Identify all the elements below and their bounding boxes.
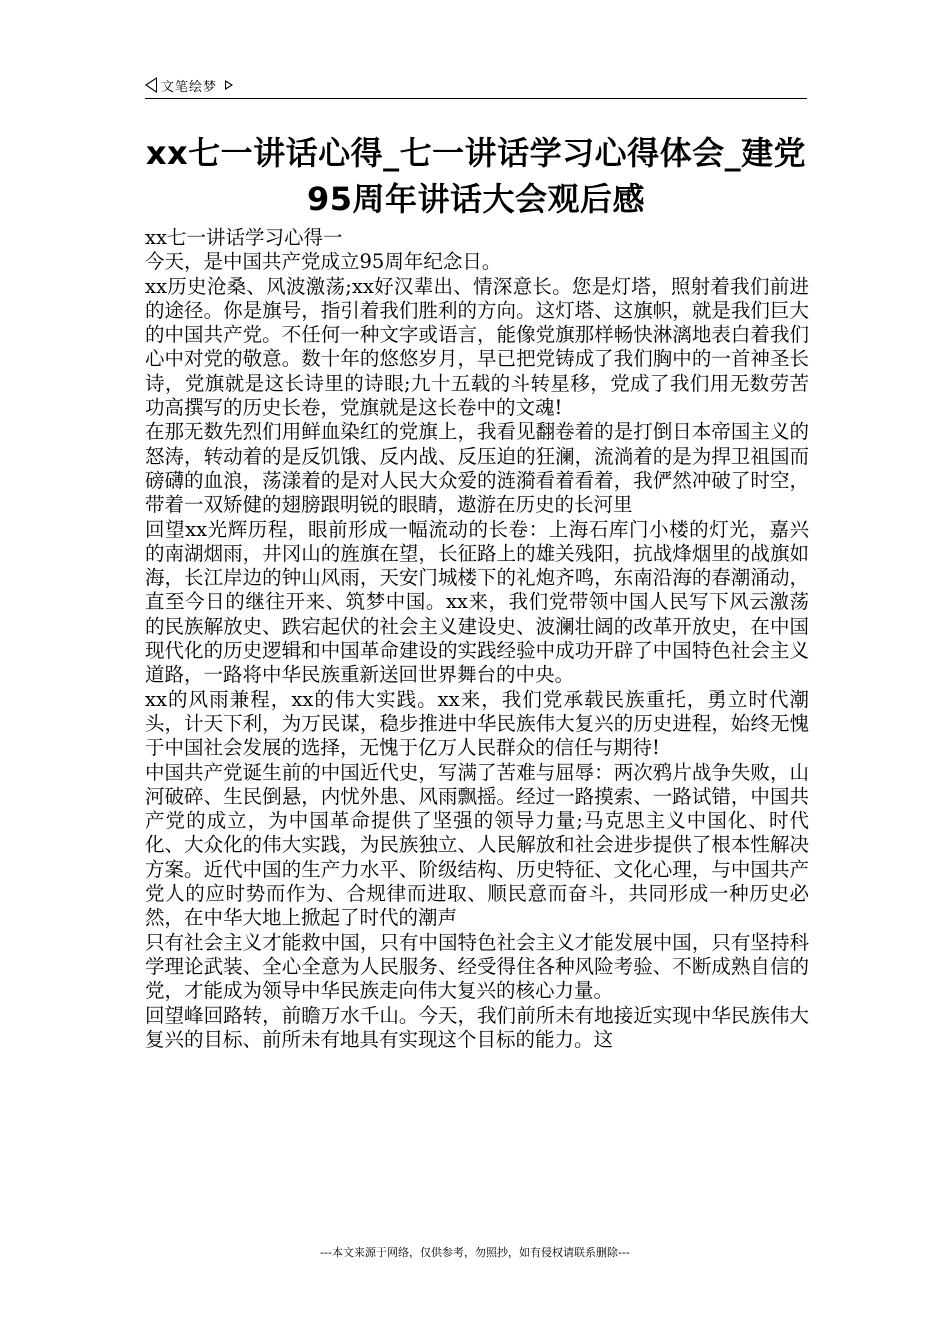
paragraph: 回望xx光辉历程，眼前形成一幅流动的长卷：上海石库门小楼的灯光，嘉兴的南湖烟雨，井冈山的旌旗在望，长征路上的雄关残阳，抗战烽烟里的战旗如海，长江岸边的钟山风雨，天安门城楼下的礼炮齐鸣，东南沿海的春潮涌动，直至今日的继往开来、筑梦中国。xx来，我们党带领中国人民写下风云激荡的民族解放史、跌宕起伏的社会主义建设史、波澜壮阔的改革开放史，在中国现代化的历史逻辑和中国革命建设的实践经验中成功开辟了中国特色社会主义道路，一路将中华民族重新送回世界舞台的中央。 — [145, 517, 809, 687]
page-header — [145, 72, 807, 98]
paragraph: 中国共产党诞生前的中国近代史，写满了苦难与屈辱：两次鸦片战争失败，山河破碎、生民倒悬，内忧外患、风雨飘摇。经过一路摸索、一路试错，中国共产党的成立，为中国革命提供了坚强的领导力量;马克思主义中国化、时代化、大众化的伟大实践，为民族独立、人民解放和社会进步提供了根本性解决方案。近代中国的生产力水平、阶级结构、历史特征、文化心理，与中国共产党人的应时势而作为、合规律而进取、顺民意而奋斗，共同形成一种历史必然，在中华大地上掀起了时代的潮声 — [145, 760, 809, 930]
paragraph: xx历史沧桑、风波激荡;xx好汉辈出、情深意长。您是灯塔，照射着我们前进的途径。你是旗号，指引着我们胜利的方向。这灯塔、这旗帜，就是我们巨大的中国共产党。不任何一种文字或语言，能像党旗那样畅快淋漓地表白着我们心中对党的敬意。数十年的悠悠岁月，早已把党铸成了我们胸中的一首神圣长诗，党旗就是这长诗里的诗眼;九十五载的斗转星移，党成了我们用无数劳苦功高撰写的历史长卷，党旗就是这长卷中的文魂! — [145, 274, 809, 420]
header-divider — [145, 98, 807, 99]
document-body — [145, 226, 809, 1052]
triangle-right-icon — [225, 80, 233, 90]
paragraph: xx的风雨兼程，xx的伟大实践。xx来，我们党承载民族重托，勇立时代潮头，计天下利，为万民谋，稳步推进中华民族伟大复兴的历史进程，始终无愧于中国社会发展的选择，无愧于亿万人民群众的信任与期待! — [145, 687, 809, 760]
paragraph: 回望峰回路转，前瞻万水千山。今天，我们前所未有地接近实现中华民族伟大复兴的目标、前所未有地具有实现这个目标的能力。这 — [145, 1003, 809, 1051]
footer-notice: ---本文来源于网络，仅供参考，勿照抄，如有侵权请联系删除--- — [320, 1246, 630, 1259]
paragraph: 在那无数先烈们用鲜血染红的党旗上，我看见翻卷着的是打倒日本帝国主义的怒涛，转动着的是反饥饿、反内战、反压迫的狂澜，流淌着的是为捍卫祖国而磅礴的血浪，荡漾着的是对人民大众爱的涟漪看着看着，我俨然冲破了时空，带着一双矫健的翅膀跟明锐的眼睛，遨游在历史的长河里 — [145, 420, 809, 517]
paragraph: 今天，是中国共产党成立95周年纪念日。 — [145, 250, 502, 274]
paragraph: 只有社会主义才能救中国，只有中国特色社会主义才能发展中国，只有坚持科学理论武装、全心全意为人民服务、经受得住各种风险考验、不断成熟自信的党，才能成为领导中华民族走向伟大复兴的核心力量。 — [145, 930, 809, 1003]
document-title: xx七一讲话心得_七一讲话学习心得体会_建党95周年讲话大会观后感 — [145, 134, 807, 218]
paragraph: xx七一讲话学习心得一 — [145, 226, 343, 249]
brand-label: 文笔绘梦 — [161, 79, 218, 95]
triangle-left-icon — [145, 77, 157, 93]
